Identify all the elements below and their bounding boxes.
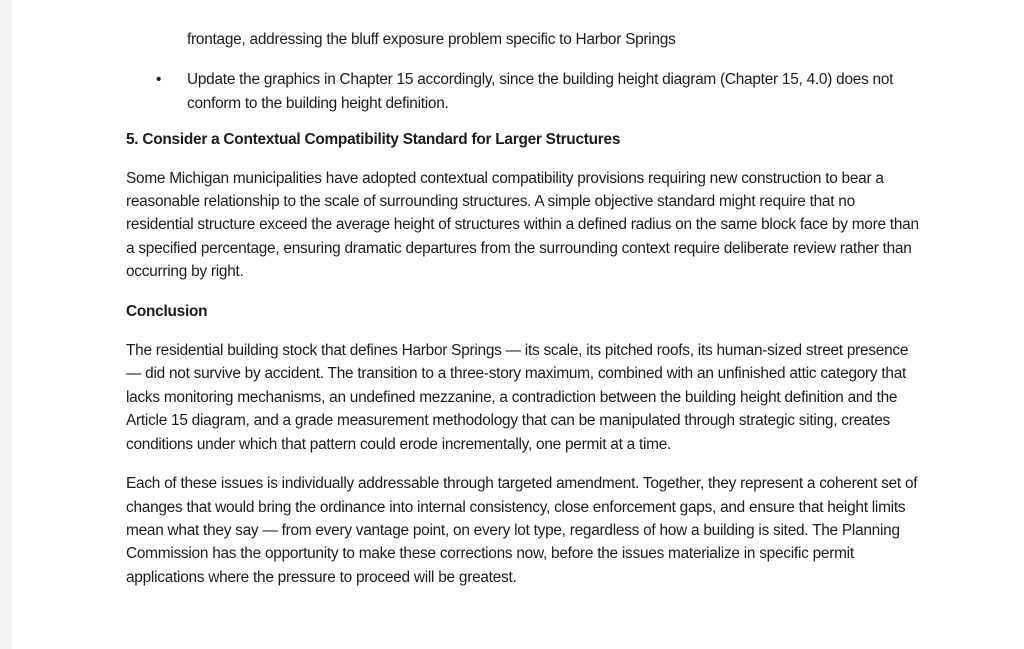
bullet-item [126,68,926,115]
document-page [12,0,1024,649]
document-body [126,28,926,589]
conclusion-paragraph-1: The residential building stock that defines Harbor Springs — its scale, its pitched roofs, its human-sized street presence — did not survive by accident. The transition to a three-story maximum, combined with an unfinished attic category that lacks monitoring mechanisms, an undefined mezzanine, a contradiction between the building height definition and the Article 15 diagram, and a grade measurement methodology that can be manipulated through strategic siting, creates conditions under which that pattern could erode incrementally, one permit at a time. [126,342,909,453]
continued-bullet-text: frontage, addressing the bluff exposure problem specific to Harbor Springs [187,31,676,48]
conclusion-heading: Conclusion [126,302,208,320]
conclusion-paragraph-2: Each of these issues is individually addressable through targeted amendment. Together, they represent a coherent set of changes that would bring the ordinance into internal consistency, close enforcement gaps, and ensure that height limits mean what they say — from every vantage point, on every lot type, regardless of how a building is sited. The Planning Commission has the opportunity to make these corrections now, before the issues materialize in specific permit applications where the pressure to proceed will be greatest. [126,475,918,586]
bullet-text: Update the graphics in Chapter 15 accordingly, since the building height diagram (Chapter 15, 4.0) does not conform to the building height definition. [187,71,894,112]
bullet-dot: • [156,71,162,89]
section-5-paragraph: Some Michigan municipalities have adopted contextual compatibility provisions requiring new construction to bear a reasonable relationship to the scale of surrounding structures. A simple objective standard might require that no residential structure exceed the average height of structures within a defined radius on the same block face by more than a specified percentage, ensuring dramatic departures from the surrounding context require deliberate review rather than occurring by right. [126,169,919,281]
section-5-heading: 5. Consider a Contextual Compatibility Standard for Larger Structures [126,131,621,149]
